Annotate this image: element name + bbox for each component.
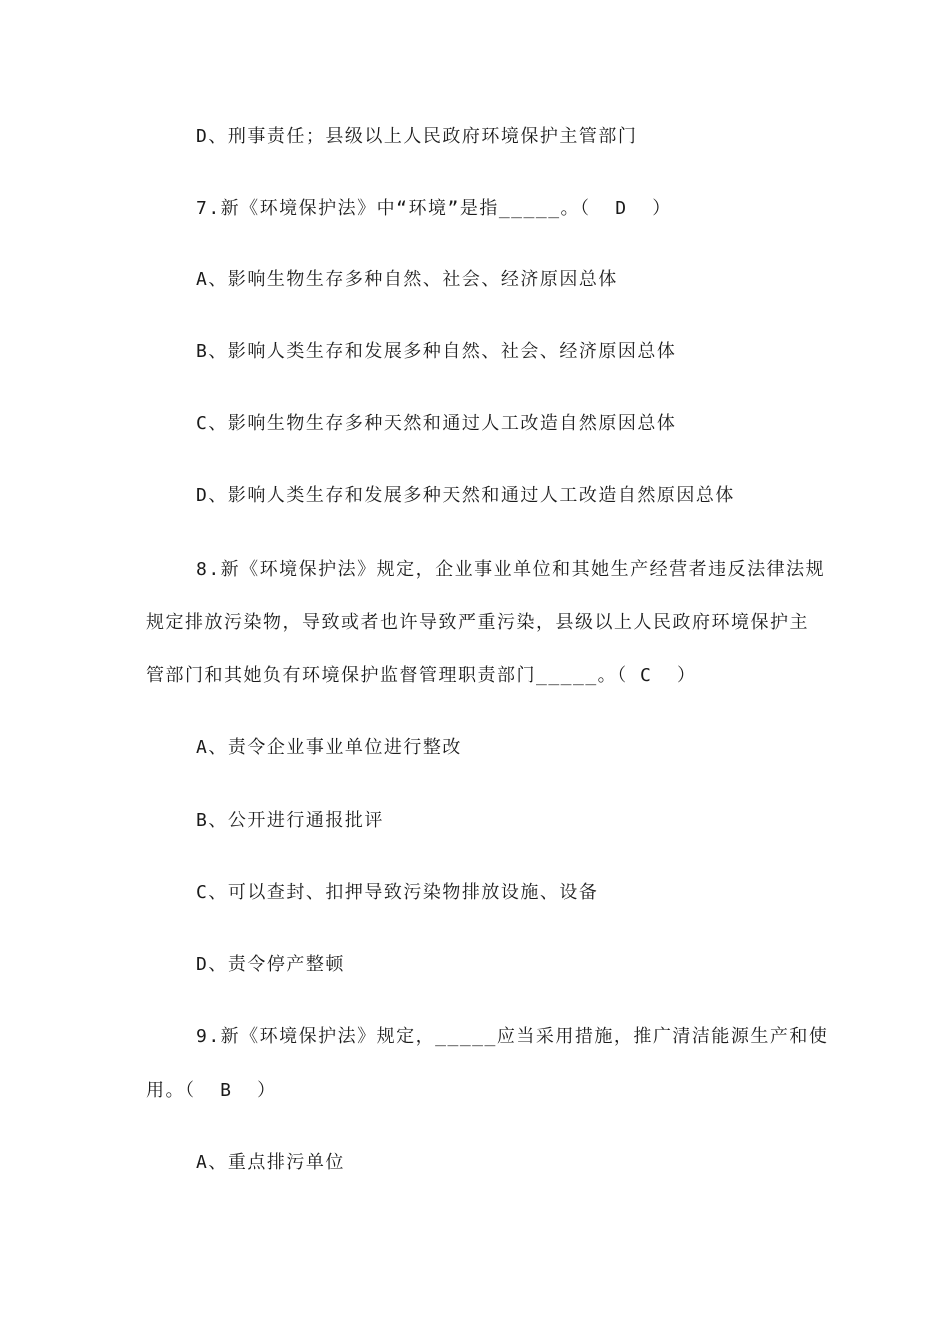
q8-option-c: C、可以查封、扣押导致污染物排放设施、设备	[196, 882, 599, 903]
q7-option-b: B、影响人类生存和发展多种自然、社会、经济原因总体	[196, 341, 677, 362]
q8-option-b: B、公开进行通报批评	[196, 810, 384, 831]
q8-option-a: A、责令企业事业单位进行整改	[196, 737, 462, 758]
q8-question-line-2: 规定排放污染物，导致或者也许导致严重污染，县级以上人民政府环境保护主	[146, 612, 809, 633]
q8-question-line-3: 管部门和其她负有环境保护监督管理职责部门_____。（ C ）	[146, 665, 697, 686]
q7-option-c: C、影响生物生存多种天然和通过人工改造自然原因总体	[196, 413, 677, 434]
q7-option-a: A、影响生物生存多种自然、社会、经济原因总体	[196, 269, 618, 290]
q9-option-a: A、重点排污单位	[196, 1152, 345, 1173]
q8-option-d: D、责令停产整顿	[196, 954, 345, 975]
q7-question: 7.新《环境保护法》中“环境”是指_____。（ D ）	[196, 198, 672, 219]
q9-question-line-2: 用。（ B ）	[146, 1080, 277, 1101]
q9-question-line-1: 9.新《环境保护法》规定，_____应当采用措施，推广清洁能源生产和使	[196, 1026, 829, 1047]
q8-question-line-1: 8.新《环境保护法》规定，企业事业单位和其她生产经营者违反法律法规	[196, 559, 826, 580]
q7-option-d: D、影响人类生存和发展多种天然和通过人工改造自然原因总体	[196, 485, 735, 506]
q6-option-d: D、刑事责任；县级以上人民政府环境保护主管部门	[196, 126, 638, 147]
